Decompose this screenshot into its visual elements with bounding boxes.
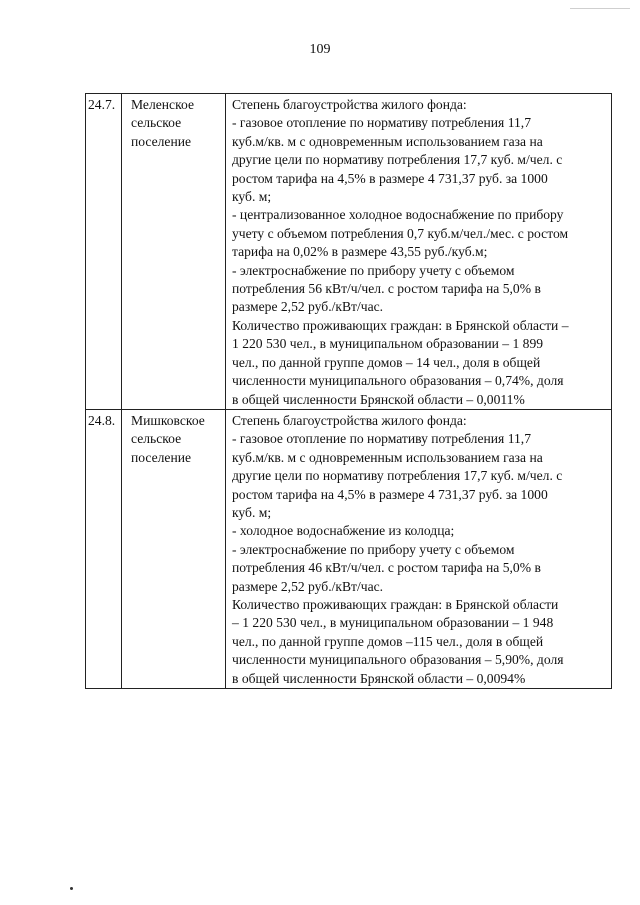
text-line: размере 2,52 руб./кВт/час.	[232, 578, 384, 594]
text-line: потребления 56 кВт/ч/чел. с ростом тарифа на 5,0% в	[232, 281, 541, 297]
text-line: другие цели по нормативу потребления 17,7 куб. м/чел. с	[232, 468, 563, 484]
text-line: чел., по данной группе домов – 14 чел., доля в общей	[232, 354, 541, 370]
text-line: чел., по данной группе домов –115 чел., доля в общей	[232, 633, 544, 649]
settlement-description	[226, 409, 612, 688]
text-line: численности муниципального образования – 5,90%, доля	[232, 652, 564, 668]
text-line: поселение	[131, 133, 192, 149]
text-line: тарифа на 0,02% в размере 43,55 руб./куб.м;	[232, 244, 488, 260]
text-line: другие цели по нормативу потребления 17,7 куб. м/чел. с	[232, 152, 563, 168]
text-line: 1 220 530 чел., в муниципальном образовании – 1 899	[232, 336, 544, 352]
row-number: 24.8.	[86, 409, 122, 688]
text-line: Степень благоустройства жилого фонда:	[232, 412, 467, 428]
text-line: потребления 46 кВт/ч/чел. с ростом тарифа на 5,0% в	[232, 560, 541, 576]
settlements-table	[85, 93, 612, 689]
scan-artifact-line	[570, 8, 630, 9]
row-number: 24.7.	[86, 94, 122, 410]
table-row	[86, 409, 612, 688]
text-line: - газовое отопление по нормативу потребления 11,7	[232, 431, 531, 447]
text-line: куб. м;	[232, 189, 272, 205]
text-line: – 1 220 530 чел., в муниципальном образовании – 1 948	[232, 615, 554, 631]
text-line: - газовое отопление по нормативу потребления 11,7	[232, 115, 531, 131]
text-line: куб.м/кв. м с одновременным использованием газа на	[232, 133, 543, 149]
scan-dot-artifact	[70, 887, 73, 890]
text-line: - централизованное холодное водоснабжение по прибору	[232, 207, 564, 223]
text-line: размере 2,52 руб./кВт/час.	[232, 299, 384, 315]
text-line: численности муниципального образования – 0,74%, доля	[232, 373, 564, 389]
text-line: - холодное водоснабжение из колодца;	[232, 523, 455, 539]
text-line: Количество проживающих граждан: в Брянской области –	[232, 317, 569, 333]
text-line: куб. м;	[232, 504, 272, 520]
text-line: сельское	[131, 115, 182, 131]
text-line: куб.м/кв. м с одновременным использованием газа на	[232, 449, 543, 465]
text-line: - электроснабжение по прибору учету с объемом	[232, 541, 515, 557]
page-number: 109	[309, 42, 331, 57]
text-line: учету с объемом потребления 0,7 куб.м/чел./мес. с ростом	[232, 225, 569, 241]
settlement-description	[226, 94, 612, 410]
settlement-name	[122, 409, 226, 688]
text-line: сельское	[131, 431, 182, 447]
table-row	[86, 94, 612, 410]
text-line: Количество проживающих граждан: в Брянской области	[232, 596, 559, 612]
text-line: ростом тарифа на 4,5% в размере 4 731,37 руб. за 1000	[232, 486, 548, 502]
text-line: Степень благоустройства жилого фонда:	[232, 97, 467, 112]
text-line: ростом тарифа на 4,5% в размере 4 731,37 руб. за 1000	[232, 170, 548, 186]
text-line: Меленское	[131, 97, 194, 112]
text-line: Мишковское	[131, 412, 205, 428]
text-line: - электроснабжение по прибору учету с объемом	[232, 262, 515, 278]
text-line: в общей численности Брянской области – 0,0011%	[232, 391, 525, 407]
settlement-name	[122, 94, 226, 410]
text-line: поселение	[131, 449, 192, 465]
text-line: в общей численности Брянской области – 0,0094%	[232, 670, 526, 686]
